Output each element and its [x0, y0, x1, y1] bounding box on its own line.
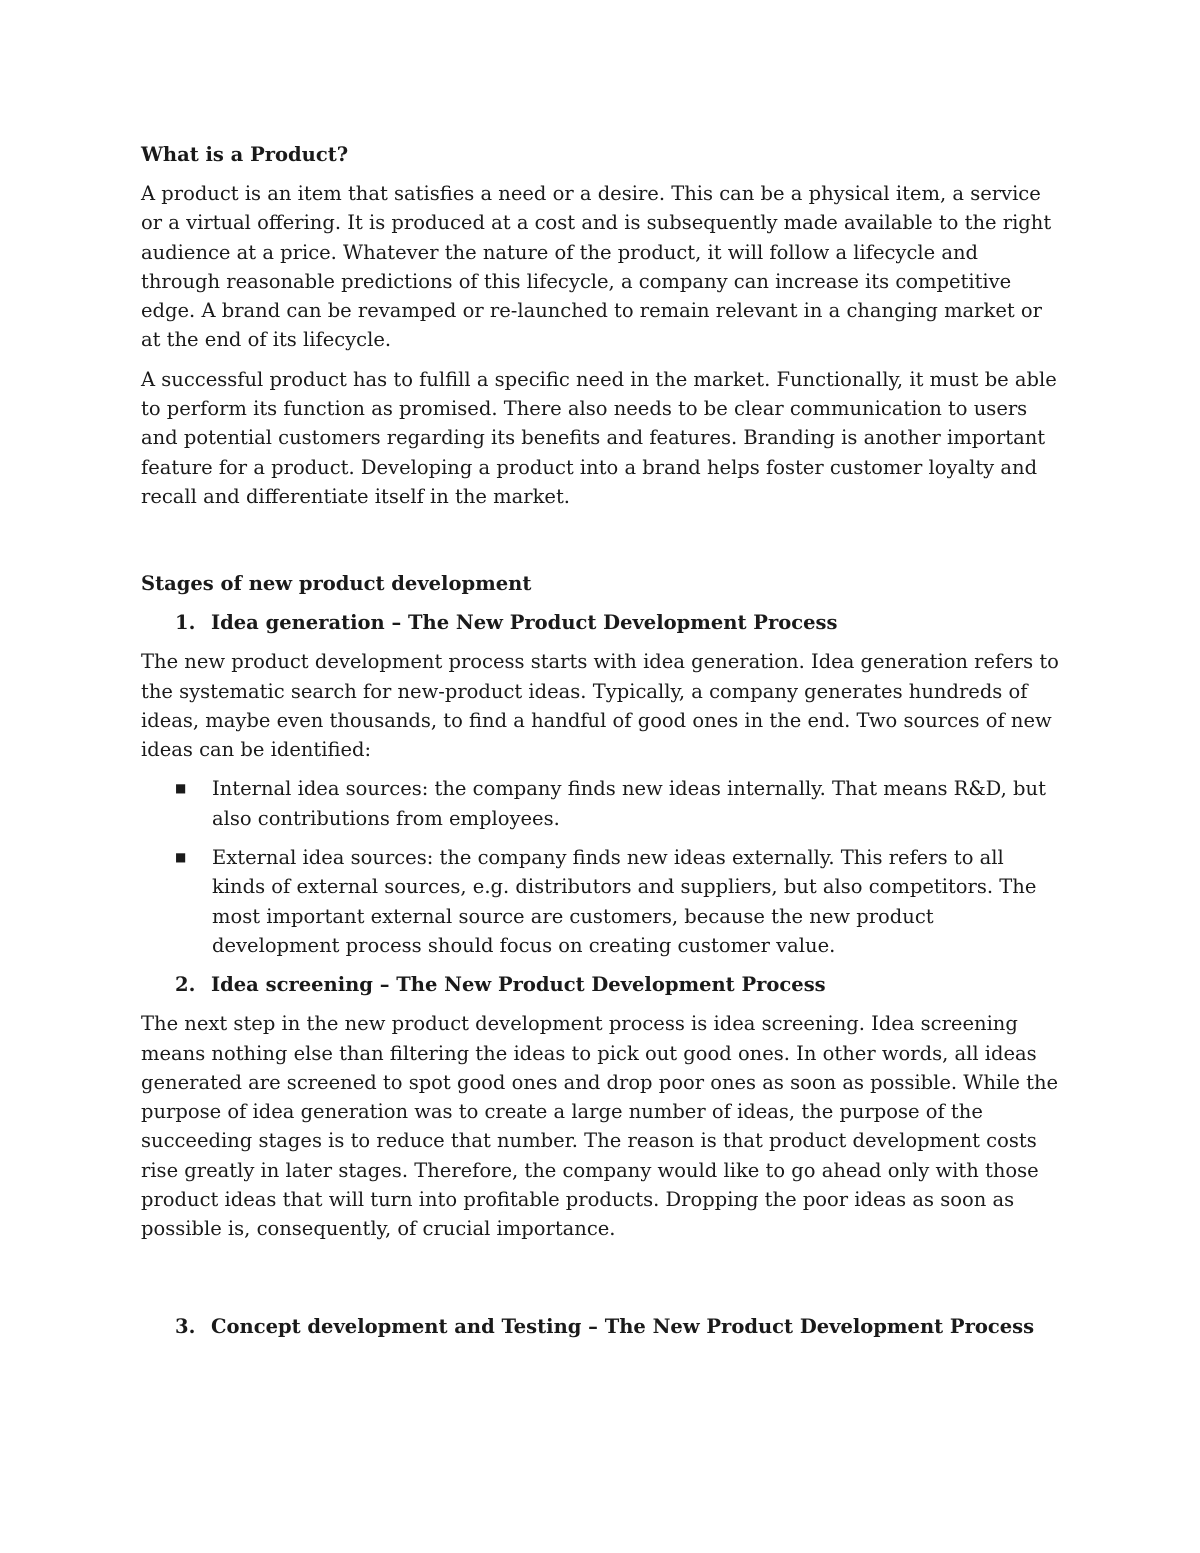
stage-title: Idea screening – The New Product Development Process — [211, 973, 826, 997]
stage-number: 1. — [175, 611, 196, 635]
square-bullet-icon: ■ — [175, 850, 187, 865]
document-page — [141, 140, 1061, 1351]
idea-sources-list — [141, 774, 1061, 960]
paragraph-idea-screening: The next step in the new product development process is idea screening. Idea screening means nothing else than filtering the ideas to pick out good ones. In other words, all ideas generated are screened to spot good ones and drop poor ones as soon as possible. While the purpose of idea generation was to create a large number of ideas, the purpose of the succeeding stages is to reduce that number. The reason is that product development costs rise greatly in later stages. Therefore, the company would like to go ahead only with those product ideas that will turn into profitable products. Dropping the poor ideas as soon as possible is, consequently, of crucial importance. — [141, 1012, 1059, 1241]
stage-number: 3. — [175, 1314, 196, 1338]
list-item — [141, 843, 1061, 960]
paragraph-product-definition: A product is an item that satisfies a need or a desire. This can be a physical item, a service or a virtual offering. It is produced at a cost and is subsequently made available to the right audience at a price. Whatever the nature of the product, it will follow a lifecycle and through reasonable predictions of this lifecycle, a company can increase its competitive edge. A brand can be revamped or re-launched to remain relevant in a changing market or at the end of its lifecycle. — [141, 182, 1052, 352]
stage-title: Concept development and Testing – The New Product Development Process — [211, 1314, 1035, 1338]
list-item-text: Internal idea sources: the company finds new ideas internally. That means R&D, but also contributions from employees. — [212, 777, 1046, 830]
stage-heading-concept-development — [141, 1312, 1061, 1341]
stage-heading-idea-screening — [141, 970, 1061, 999]
stage-heading-idea-generation — [141, 608, 1061, 637]
paragraph-successful-product: A successful product has to fulfill a specific need in the market. Functionally, it must be able to perform its function as promised. There also needs to be clear communication to users and potential customers regarding its benefits and features. Branding is another important feature for a product. Developing a product into a brand helps foster customer loyalty and recall and differentiate itself in the market. — [141, 367, 1057, 508]
list-item — [141, 774, 1061, 833]
stage-number: 2. — [175, 973, 196, 997]
stage-title: Idea generation – The New Product Development Process — [211, 611, 838, 635]
square-bullet-icon: ■ — [175, 781, 187, 796]
list-item-text: External idea sources: the company finds new ideas externally. This refers to all kinds of external sources, e.g. distributors and suppliers, but also competitors. The most important external source are customers, because the new product development process should focus on creating customer value. — [212, 846, 1037, 957]
section-title-what-is-product: What is a Product? — [141, 143, 349, 166]
paragraph-idea-generation: The new product development process starts with idea generation. Idea generation refers to the systematic search for new-product ideas. Typically, a company generates hundreds of ideas, maybe even thousands, to find a handful of good ones in the end. Two sources of new ideas can be identified: — [141, 650, 1059, 762]
section-title-stages: Stages of new product development — [141, 572, 532, 596]
